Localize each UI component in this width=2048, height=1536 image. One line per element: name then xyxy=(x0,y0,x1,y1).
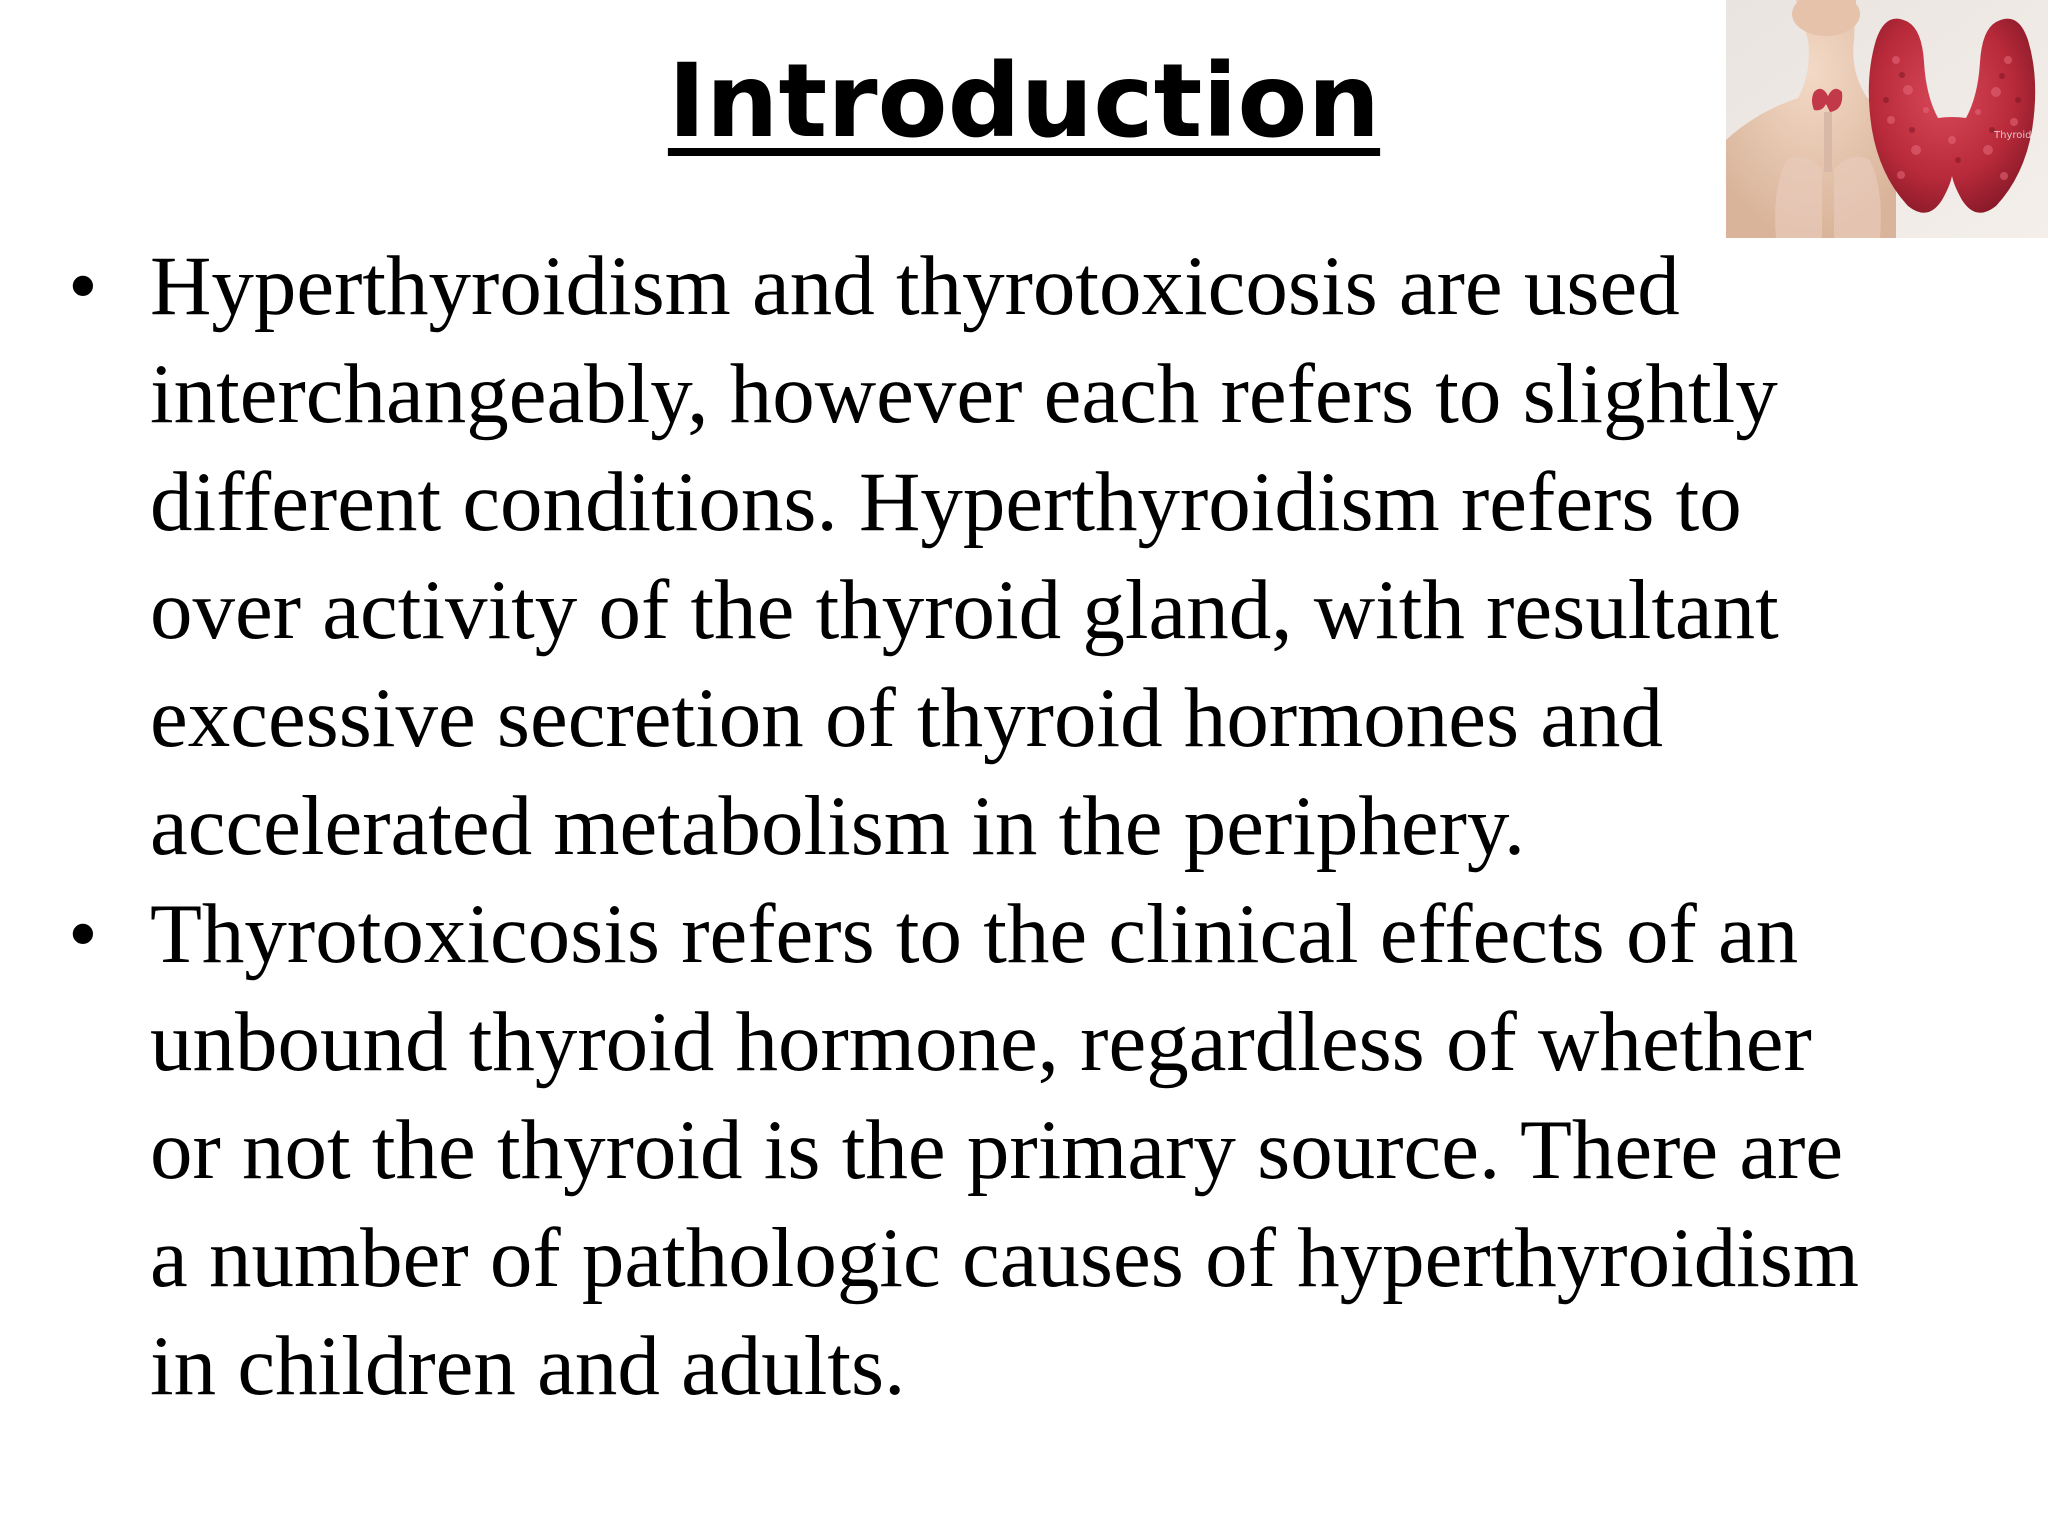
bullet-text: Thyrotoxicosis refers to the clinical effects of an unbound thyroid hormone, regardless of whether or not the thyroid is the primary source. There are a number of pathologic causes of hyperthyroidism in children and adults. xyxy=(150,887,1860,1413)
bullet-item xyxy=(62,880,2022,1420)
bullet-list xyxy=(62,232,2022,1420)
slide-title-text: Introduction xyxy=(667,42,1381,161)
bullet-item xyxy=(62,232,2022,880)
svg-text:Thyroid: Thyroid xyxy=(1994,130,2032,141)
thyroid-illustration-icon xyxy=(1726,0,2048,238)
bullet-marker: • xyxy=(68,887,98,981)
bullet-marker: • xyxy=(68,239,98,333)
bullet-text: Hyperthyroidism and thyrotoxicosis are used interchangeably, however each refers to slightly different conditions. Hyperthyroidism refers to over activity of the thyroid gland, with resultant excessive secretion of thyroid hormones and accelerated metabolism in the periphery. xyxy=(150,239,1779,873)
